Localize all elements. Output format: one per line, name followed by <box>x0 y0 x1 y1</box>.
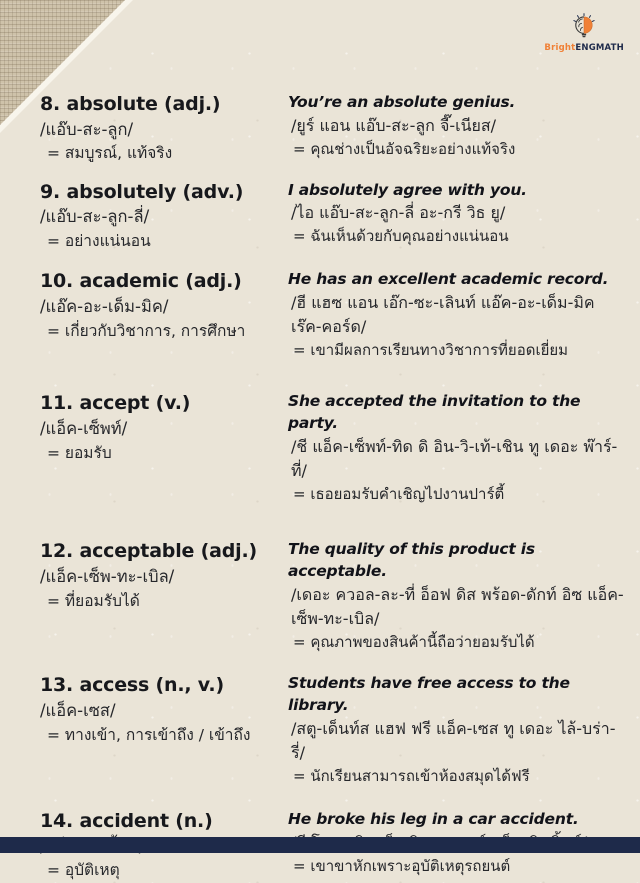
entry-left <box>40 673 286 787</box>
vocab-entry-10 <box>40 269 628 361</box>
entry-left <box>40 391 286 505</box>
entry-left <box>40 269 286 361</box>
word-meaning: = ที่ยอมรับได้ <box>47 591 140 610</box>
entry-right <box>288 673 628 787</box>
headword: 9. absolutely (adv.) <box>40 180 244 203</box>
vocab-entry-11 <box>40 391 628 505</box>
word-meaning: = อย่างแน่นอน <box>47 232 151 251</box>
entry-right <box>288 269 628 361</box>
example-sentence: You’re an absolute genius. <box>288 93 516 111</box>
example-translation: = คุณช่างเป็นอัจฉริยะอย่างแท้จริง <box>293 139 516 158</box>
example-translation: = เขาขาหักเพราะอุบัติเหตุรถยนต์ <box>293 856 511 875</box>
example-phonetic: /ไอ แอ๊บ-สะ-ลูก-ลี่ อะ-กรี วิธ ยู/ <box>291 203 506 223</box>
headword: 12. acceptable (adj.) <box>40 540 257 563</box>
example-sentence: He broke his leg in a car accident. <box>288 810 579 829</box>
example-sentence: He has an excellent academic record. <box>288 270 609 289</box>
word-meaning: = ทางเข้า, การเข้าถึง / เข้าถึง <box>47 725 251 744</box>
brain-lightbulb-icon <box>571 13 597 43</box>
example-sentence: Students have free access to the library. <box>288 674 570 714</box>
headword: 8. absolute (adj.) <box>40 93 221 115</box>
example-translation: = เธอยอมรับคำเชิญไปงานปาร์ตี้ <box>293 484 505 503</box>
headword: 14. accident (n.) <box>40 810 213 833</box>
headword: 13. access (n., v.) <box>40 674 224 697</box>
example-sentence: The quality of this product is acceptable. <box>288 540 535 581</box>
entry-right <box>288 391 628 505</box>
example-translation: = คุณภาพของสินค้านี้ถือว่ายอมรับได้ <box>293 632 535 651</box>
entry-left <box>40 539 286 653</box>
example-translation: = นักเรียนสามารถเข้าห้องสมุดได้ฟรี <box>293 766 530 785</box>
word-meaning: = เกี่ยวกับวิชาการ, การศึกษา <box>47 321 246 340</box>
example-phonetic: /สตู-เด็นท์ส แฮฟ ฟรี แอ็ค-เซส ทู เดอะ ไล้-บร่า-รี่/ <box>291 718 616 762</box>
brand-logo <box>544 13 624 53</box>
example-sentence: I absolutely agree with you. <box>288 180 527 199</box>
headword: 10. academic (adj.) <box>40 270 242 293</box>
entry-right <box>288 539 628 653</box>
word-phonetic: /แอ็ค-เซ็พ-ทะ-เบิล/ <box>40 566 175 586</box>
word-phonetic: /แอ๊บ-สะ-ลูก-ลี่/ <box>40 207 150 227</box>
example-translation: = ฉันเห็นด้วยกับคุณอย่างแน่นอน <box>293 227 509 246</box>
example-translation: = เขามีผลการเรียนทางวิชาการที่ยอดเยี่ยม <box>293 340 569 359</box>
entry-left <box>40 180 286 254</box>
brand-name <box>544 44 624 53</box>
word-phonetic: /แอ๊ค-อะ-เด็ม-มิค/ <box>40 296 169 316</box>
example-phonetic: /ยูร์ แอน แอ๊บ-สะ-ลูก จี๊-เนียส/ <box>291 115 497 135</box>
footer-bar <box>0 837 640 853</box>
example-phonetic: /ฮี แฮซ แอน เอ๊ก-ซะ-เลินท์ แอ๊ค-อะ-เด็ม-มิค เร๊ค-คอร์ด/ <box>291 292 595 336</box>
example-sentence: She accepted the invitation to the party. <box>288 392 581 433</box>
entry-left <box>40 92 286 166</box>
vocab-entry-9 <box>40 180 628 254</box>
brand-name-bright: Bright <box>544 43 576 53</box>
brand-name-engmath: ENGMATH <box>575 43 624 53</box>
example-phonetic: /เดอะ ควอล-ละ-ที่ อ็อฟ ดิส พร้อด-ดักท์ อิซ แอ็ค-เซ็พ-ทะ-เบิล/ <box>291 584 624 628</box>
entry-right <box>288 92 628 166</box>
word-meaning: = อุบัติเหตุ <box>47 861 120 880</box>
vocab-entry-8 <box>40 92 628 166</box>
entry-right <box>288 180 628 254</box>
word-meaning: = สมบูรณ์, แท้จริง <box>47 144 173 163</box>
vocab-entry-13 <box>40 673 628 787</box>
word-phonetic: /แอ็ค-เซ็พท์/ <box>40 419 128 439</box>
example-phonetic: /ชี แอ็ค-เซ็พท์-ทิด ดิ อิน-วิ-เท้-เชิน ทู เดอะ พ๊าร์-ที่/ <box>291 436 618 480</box>
word-meaning: = ยอมรับ <box>47 443 112 462</box>
word-phonetic: /แอ๊บ-สะ-ลูก/ <box>40 119 134 139</box>
word-phonetic: /แอ็ค-เซส/ <box>40 700 116 720</box>
vocab-entry-12 <box>40 539 628 653</box>
headword: 11. accept (v.) <box>40 392 191 415</box>
